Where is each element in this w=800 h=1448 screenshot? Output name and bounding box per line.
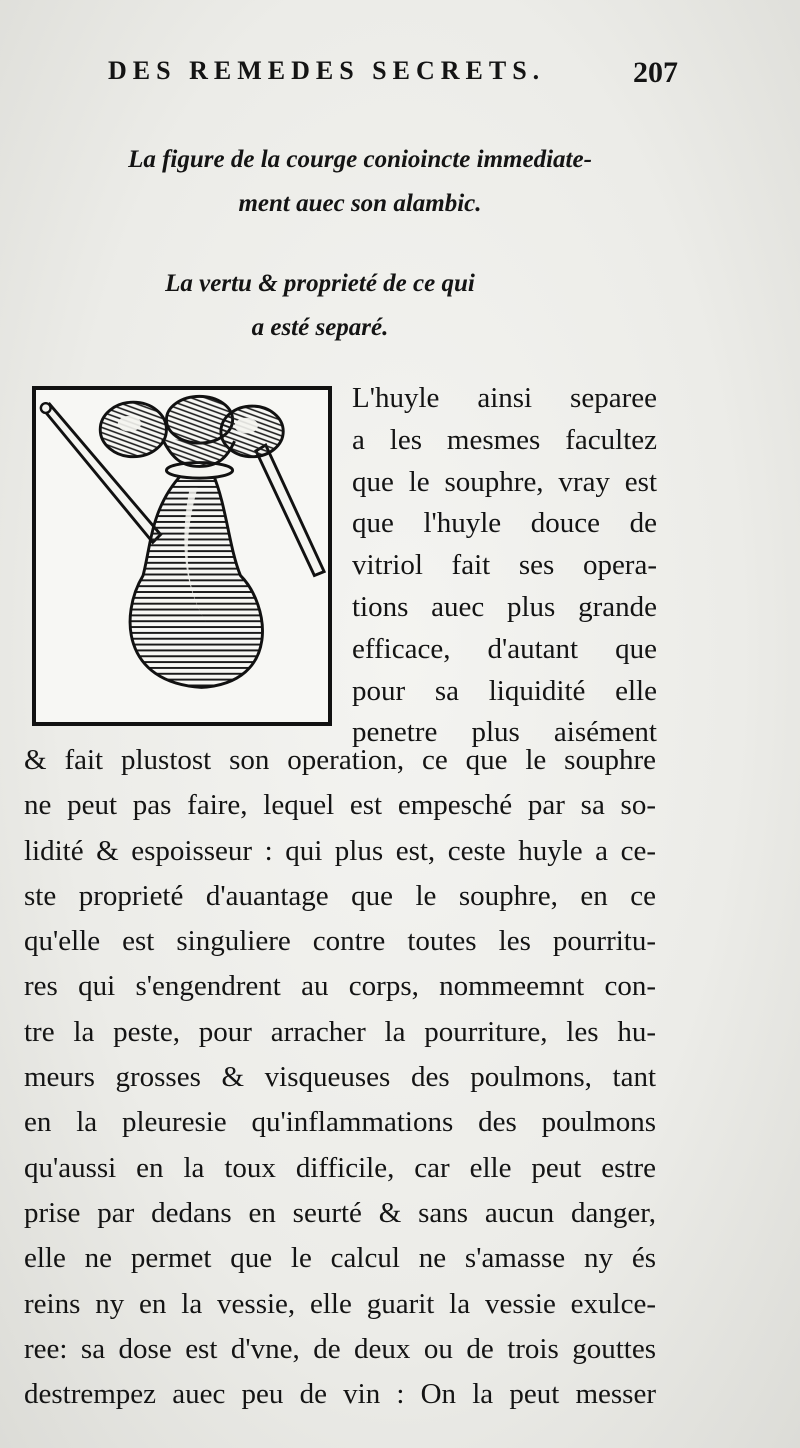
text-line: qu'elle est singuliere contre toutes les pourritu- xyxy=(24,925,656,958)
text-line: ne peut pas faire, lequel est empesché par sa so- xyxy=(24,789,656,822)
running-title: DES REMEDES SECRETS. xyxy=(108,56,546,85)
text-line: prise par dedans en seurté & sans aucun danger, xyxy=(24,1196,656,1229)
body-text-full-width xyxy=(24,738,656,1417)
section-heading xyxy=(60,262,580,350)
text-line: tions auec plus grande xyxy=(352,590,657,623)
text-line: vitriol fait ses opera- xyxy=(352,549,657,582)
figure-caption-line: La figure de la courge conioincte immediate- xyxy=(128,146,592,173)
text-line: L'huyle ainsi separee xyxy=(352,382,657,414)
section-heading-line: La vertu & proprieté de ce qui xyxy=(165,270,475,297)
text-line: ste proprieté d'auantage que le souphre, en ce xyxy=(24,879,656,912)
alembic-woodcut-figure xyxy=(32,386,332,726)
text-line: a les mesmes facultez xyxy=(352,423,657,456)
text-line: efficace, d'autant que xyxy=(352,632,657,665)
page-number: 207 xyxy=(633,56,678,89)
text-line: pour sa liquidité elle xyxy=(352,674,657,707)
body-text-beside-figure xyxy=(352,378,657,754)
running-head xyxy=(108,56,678,96)
text-line: & fait plustost son operation, ce que le souphre xyxy=(24,744,656,776)
text-line: qu'aussi en la toux difficile, car elle peut estre xyxy=(24,1151,656,1184)
text-line: en la pleuresie qu'inflammations des poulmons xyxy=(24,1106,656,1139)
text-line: destrempez auec peu de vin : On la peut messer xyxy=(24,1378,656,1411)
text-line: que l'huyle douce de xyxy=(352,507,657,540)
figure-caption-line: ment auec son alambic. xyxy=(238,190,482,217)
text-line: res qui s'engendrent au corps, nommeemnt con- xyxy=(24,970,656,1003)
text-line: elle ne permet que le calcul ne s'amasse ny és xyxy=(24,1242,656,1275)
text-line: que le souphre, vray est xyxy=(352,465,657,498)
text-line: ree: sa dose est d'vne, de deux ou de trois gouttes xyxy=(24,1332,656,1365)
gourd-alembic-illustration xyxy=(36,390,328,722)
text-line: lidité & espoisseur : qui plus est, ceste huyle a ce- xyxy=(24,834,656,867)
text-line: penetre plus aisément xyxy=(352,716,657,749)
text-line: reins ny en la vessie, elle guarit la vessie exulce- xyxy=(24,1287,656,1320)
text-line: meurs grosses & visqueuses des poulmons, tant xyxy=(24,1061,656,1094)
section-heading-line: a esté separé. xyxy=(251,314,389,341)
text-line: tre la peste, pour arracher la pourriture, les hu- xyxy=(24,1015,656,1048)
figure-caption xyxy=(60,138,660,226)
